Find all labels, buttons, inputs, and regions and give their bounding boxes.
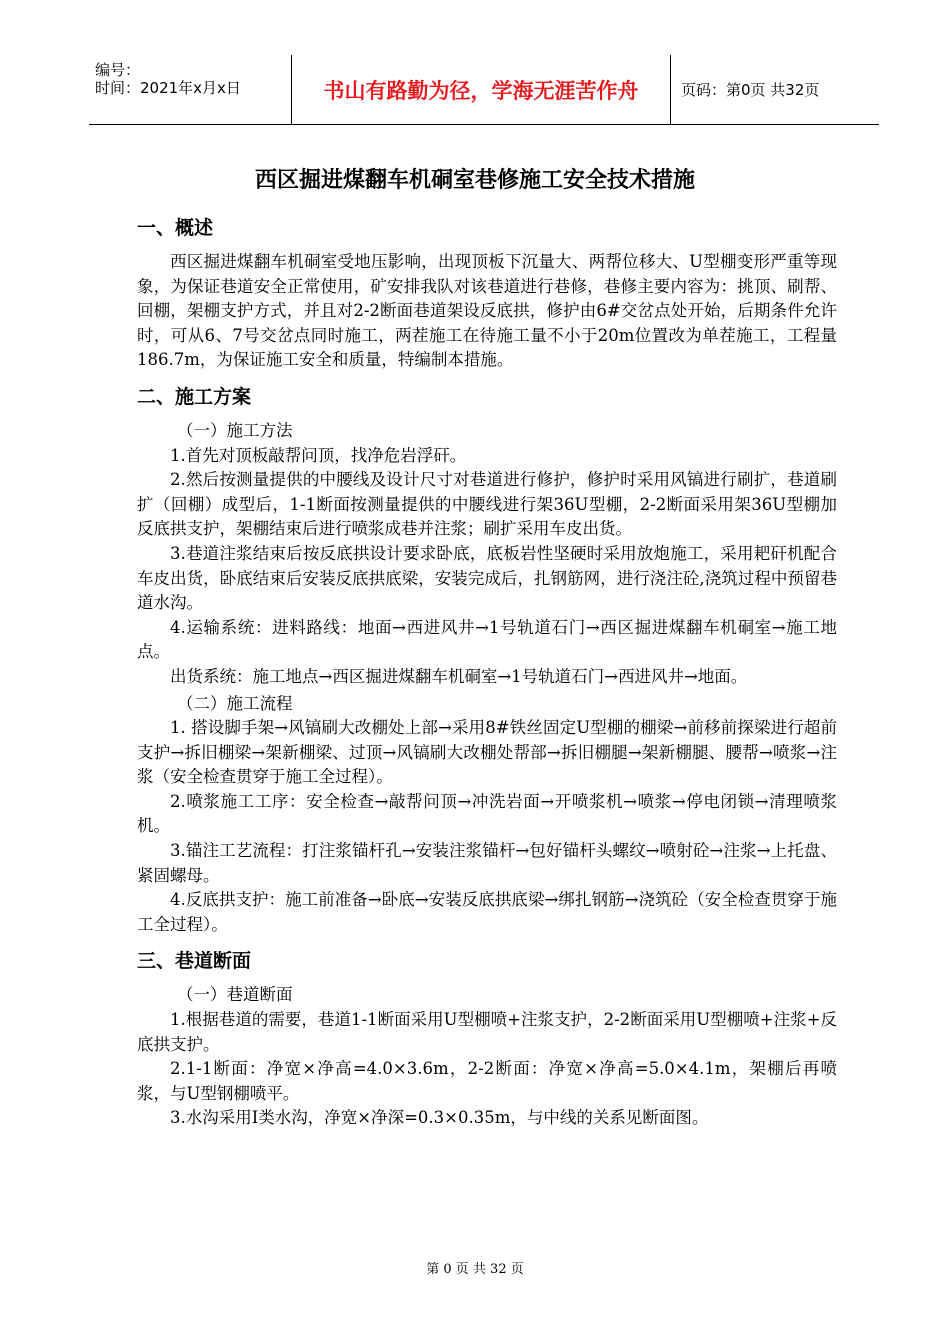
- paragraph: 3.水沟采用Ⅰ类水沟，净宽×净深=0.3×0.35m，与中线的关系见断面图。: [170, 1108, 709, 1128]
- document-title: 西区掘进煤翻车机硐室巷修施工安全技术措施: [254, 168, 695, 193]
- paragraph: 1.首先对顶板敲帮问顶，找净危岩浮矸。: [170, 445, 467, 465]
- subheading: （一）施工方法: [177, 420, 293, 440]
- page-header: [89, 55, 879, 125]
- section-heading: 二、施工方案: [137, 385, 252, 408]
- paragraph: 1. 搭设脚手架→风镐刷大改棚处上部→采用8#铁丝固定U型棚的棚梁→前移前探梁进行超前支护→拆旧棚梁→架新棚梁、过顶→风镐刷大改棚处帮部→拆旧棚腿→架新棚腿、腰帮→喷浆→注浆（安全检查贯穿于施工全过程）。: [137, 718, 837, 787]
- paragraph: 3.锚注工艺流程：打注浆锚杆孔→安装注浆锚杆→包好锚杆头螺纹→喷射砼→注浆→上托盘、紧固螺母。: [137, 841, 837, 885]
- paragraph: 4.运输系统：进料路线：地面→西进风井→1号轨道石门→西区掘进煤翻车机硐室→施工地点。: [137, 617, 837, 662]
- header-meta: [89, 55, 291, 124]
- paragraph: 4.反底拱支护：施工前准备→卧底→安装反底拱底梁→绑扎钢筋→浇筑砼（安全检查贯穿于施工全过程）。: [137, 890, 837, 934]
- paragraph: 2.然后按测量提供的中腰线及设计尺寸对巷道进行修护，修护时采用风镐进行刷扩，巷道刷扩（回棚）成型后，1-1断面按测量提供的中腰线进行架36U型棚，2-2断面采用架36U型棚加反底拱支护，架棚结束后进行喷浆成巷并注浆；刷扩采用车皮出货。: [137, 470, 837, 539]
- paragraph: 2.1-1断面：净宽×净高=4.0×3.6m，2-2断面：净宽×净高=5.0×4.1m，架棚后再喷浆，与U型钢棚喷平。: [137, 1059, 837, 1103]
- number-label: 编号：: [95, 61, 141, 79]
- document-body: [137, 210, 837, 1131]
- paragraph: 2.喷浆施工工序：安全检查→敲帮问顶→冲洗岩面→开喷浆机→喷浆→停电闭锁→清理喷浆机。: [137, 791, 837, 836]
- paragraph: 西区掘进煤翻车机硐室受地压影响，出现顶板下沉量大、两帮位移大、U型棚变形严重等现象，为保证巷道安全正常使用，矿安排我队对该巷道进行巷修，巷修主要内容为：挑顶、刷帮、回棚，架棚支护方式，并且对2-2断面巷道架设反底拱，修护由6#交岔点处开始，后期条件允许时，可从6、7号交岔点同时施工，两茬施工在待施工量不小于20m位置改为单茬施工，工程量186.7m，为保证施工安全和质量，特编制本措施。: [137, 252, 837, 370]
- subheading: （二）施工流程: [177, 693, 293, 713]
- paragraph: 3.巷道注浆结束后按反底拱设计要求卧底，底板岩性坚硬时采用放炮施工，采用耙矸机配合车皮出货，卧底结束后安装反底拱底梁，安装完成后，扎钢筋网，进行浇注砼,浇筑过程中预留巷道水沟。: [137, 543, 837, 613]
- paragraph: 出货系统：施工地点→西区掘进煤翻车机硐室→1号轨道石门→西进风井→地面。: [170, 666, 748, 686]
- page-info: 页码：第0页 共32页: [681, 81, 820, 99]
- header-motto: 书山有路勤为径，学海无涯苦作舟: [323, 78, 639, 103]
- subheading: （一）巷道断面: [177, 985, 293, 1005]
- time-label: 时间：2021年x月x日: [95, 79, 241, 97]
- section-heading: 一、概述: [137, 217, 214, 239]
- page-footer: 第 0 页 共 32 页: [426, 1262, 524, 1277]
- section-heading: 三、巷道断面: [137, 950, 252, 973]
- paragraph: 1.根据巷道的需要，巷道1-1断面采用U型棚喷+注浆支护，2-2断面采用U型棚喷+注浆+反底拱支护。: [137, 1010, 837, 1054]
